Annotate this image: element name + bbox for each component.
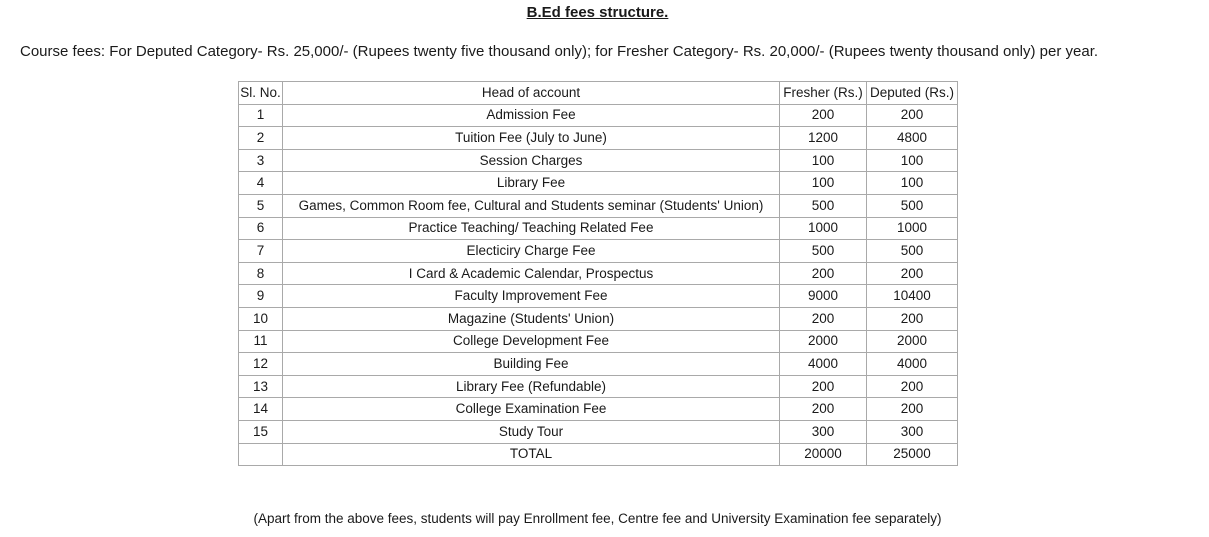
cell-deputed: 200 <box>867 307 958 330</box>
cell-fresher: 1200 <box>780 127 867 150</box>
cell-fresher: 200 <box>780 262 867 285</box>
cell-deputed: 1000 <box>867 217 958 240</box>
cell-sl-no: 9 <box>239 285 283 308</box>
table-row <box>239 375 958 398</box>
cell-sl-no: 12 <box>239 353 283 376</box>
table-row <box>239 217 958 240</box>
header-sl-no: Sl. No. <box>239 82 283 105</box>
table-row <box>239 330 958 353</box>
cell-deputed: 500 <box>867 194 958 217</box>
table-row <box>239 172 958 195</box>
cell-sl-no: 2 <box>239 127 283 150</box>
cell-fresher: 2000 <box>780 330 867 353</box>
table-row <box>239 127 958 150</box>
cell-deputed: 200 <box>867 262 958 285</box>
page-title: B.Ed fees structure. <box>526 4 669 21</box>
cell-deputed: 500 <box>867 240 958 263</box>
cell-head-of-account: Study Tour <box>283 420 780 443</box>
cell-sl-no: 13 <box>239 375 283 398</box>
course-fees-text: Course fees: For Deputed Category- Rs. 25,000/- (Rupees twenty five thousand only); for Fresher Category- Rs. 20,000/- (Rupees twenty thousand only) per year. <box>20 43 1099 60</box>
cell-fresher: 200 <box>780 375 867 398</box>
table-row <box>239 307 958 330</box>
cell-head-of-account: Library Fee (Refundable) <box>283 375 780 398</box>
table-row <box>239 262 958 285</box>
cell-deputed: 200 <box>867 375 958 398</box>
cell-deputed: 10400 <box>867 285 958 308</box>
table-row <box>239 149 958 172</box>
table-row <box>239 420 958 443</box>
table-total-row <box>239 443 958 466</box>
cell-fresher: 1000 <box>780 217 867 240</box>
cell-head-of-account: I Card & Academic Calendar, Prospectus <box>283 262 780 285</box>
cell-fresher: 200 <box>780 104 867 127</box>
cell-deputed: 200 <box>867 104 958 127</box>
cell-deputed: 100 <box>867 172 958 195</box>
cell-head-of-account: Electiciry Charge Fee <box>283 240 780 263</box>
cell-fresher: 200 <box>780 307 867 330</box>
cell-fresher: 200 <box>780 398 867 421</box>
cell-sl-no: 11 <box>239 330 283 353</box>
cell-sl-no: 3 <box>239 149 283 172</box>
table-row <box>239 240 958 263</box>
cell-head-of-account: College Examination Fee <box>283 398 780 421</box>
cell-fresher: 9000 <box>780 285 867 308</box>
cell-head-of-account: Admission Fee <box>283 104 780 127</box>
cell-sl-no: 4 <box>239 172 283 195</box>
cell-head-of-account: Magazine (Students' Union) <box>283 307 780 330</box>
cell-sl-no: 10 <box>239 307 283 330</box>
header-fresher: Fresher (Rs.) <box>780 82 867 105</box>
cell-deputed: 2000 <box>867 330 958 353</box>
cell-head-of-account: Faculty Improvement Fee <box>283 285 780 308</box>
cell-head-of-account: College Development Fee <box>283 330 780 353</box>
total-label: TOTAL <box>283 443 780 466</box>
cell-fresher: 4000 <box>780 353 867 376</box>
total-sl-no <box>239 443 283 466</box>
table-row <box>239 398 958 421</box>
cell-fresher: 100 <box>780 149 867 172</box>
cell-deputed: 200 <box>867 398 958 421</box>
cell-sl-no: 5 <box>239 194 283 217</box>
cell-sl-no: 6 <box>239 217 283 240</box>
cell-head-of-account: Practice Teaching/ Teaching Related Fee <box>283 217 780 240</box>
table-row <box>239 194 958 217</box>
cell-sl-no: 7 <box>239 240 283 263</box>
cell-sl-no: 15 <box>239 420 283 443</box>
cell-deputed: 100 <box>867 149 958 172</box>
table-row <box>239 104 958 127</box>
total-fresher: 20000 <box>780 443 867 466</box>
cell-sl-no: 14 <box>239 398 283 421</box>
cell-deputed: 4000 <box>867 353 958 376</box>
cell-fresher: 100 <box>780 172 867 195</box>
cell-head-of-account: Building Fee <box>283 353 780 376</box>
total-deputed: 25000 <box>867 443 958 466</box>
cell-fresher: 300 <box>780 420 867 443</box>
table-row <box>239 353 958 376</box>
fees-table <box>238 81 958 466</box>
footnote: (Apart from the above fees, students will pay Enrollment fee, Centre fee and University Examination fee separately) <box>253 511 942 526</box>
cell-fresher: 500 <box>780 240 867 263</box>
cell-deputed: 4800 <box>867 127 958 150</box>
header-deputed: Deputed (Rs.) <box>867 82 958 105</box>
fees-table-body <box>239 104 958 443</box>
cell-head-of-account: Session Charges <box>283 149 780 172</box>
cell-sl-no: 1 <box>239 104 283 127</box>
cell-head-of-account: Games, Common Room fee, Cultural and Students seminar (Students' Union) <box>283 194 780 217</box>
cell-deputed: 300 <box>867 420 958 443</box>
table-row <box>239 285 958 308</box>
table-header-row <box>239 82 958 105</box>
cell-sl-no: 8 <box>239 262 283 285</box>
cell-head-of-account: Library Fee <box>283 172 780 195</box>
cell-head-of-account: Tuition Fee (July to June) <box>283 127 780 150</box>
header-head-of-account: Head of account <box>283 82 780 105</box>
cell-fresher: 500 <box>780 194 867 217</box>
